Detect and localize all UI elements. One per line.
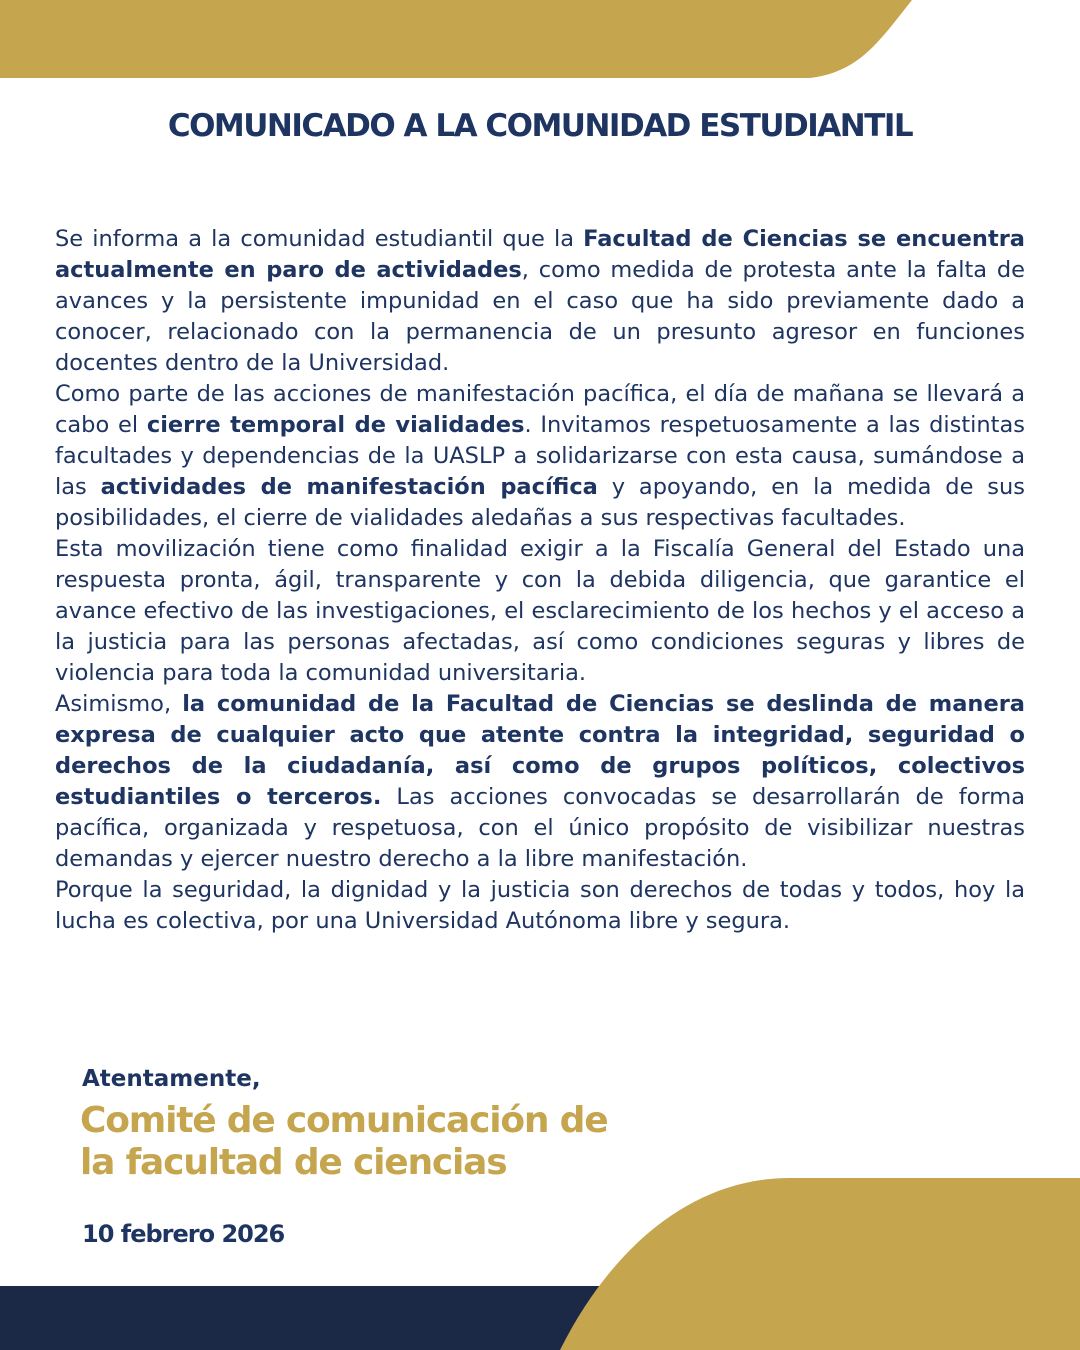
paragraph-5 bbox=[55, 875, 1025, 937]
paragraph-4-bold-1: la comunidad de la Facultad de Ciencias se deslinda de manera expresa de cualquier acto que atente contra la integridad, seguridad o derechos de la ciudadanía, así como de grupos políticos, colectivos estudiantiles o terceros. bbox=[55, 691, 1025, 810]
paragraph-4-text-1: Asimismo, bbox=[55, 691, 183, 717]
paragraph-2-bold-1: cierre temporal de vialidades bbox=[146, 412, 525, 438]
paragraph-3-text-1: Esta movilización tiene como finalidad exigir a la Fiscalía General del Estado una respuesta pronta, ágil, transparente y con la debida diligencia, que garantice el avance efectivo de las investigaciones, el esclarecimiento de los hechos y el acceso a la justicia para las personas afectadas, así como condiciones seguras y libres de violencia para toda la comunidad universitaria. bbox=[55, 536, 1025, 686]
paragraph-3 bbox=[55, 534, 1025, 689]
paragraph-2 bbox=[55, 379, 1025, 534]
paragraph-4 bbox=[55, 689, 1025, 875]
page-title: COMUNICADO A LA COMUNIDAD ESTUDIANTIL bbox=[167, 108, 913, 144]
paragraph-1-bold-1: Facultad de Ciencias se encuentra actualmente en paro de actividades bbox=[55, 226, 1025, 283]
paragraph-5-text-1: Porque la seguridad, la dignidad y la justicia son derechos de todas y todos, hoy la lucha es colectiva, por una Universidad Autónoma libre y segura. bbox=[55, 877, 1025, 934]
bottom-gold-shape bbox=[560, 1178, 1080, 1350]
paragraph-1-text-2: , como medida de protesta ante la falta de avances y la persistente impunidad en el caso que ha sido previamente dado a conocer, relacionado con la permanencia de un presunto agresor en funciones docentes dentro de la Universidad. bbox=[55, 257, 1025, 376]
top-gold-shape bbox=[0, 0, 912, 78]
closing-salutation: Atentamente, bbox=[82, 1066, 261, 1092]
paragraph-1-text-1: Se informa a la comunidad estudiantil que la bbox=[55, 226, 584, 252]
signature bbox=[80, 1100, 720, 1184]
paragraph-2-text-3: y apoyando, en la medida de sus posibilidades, el cierre de vialidades aledañas a sus respectivas facultades. bbox=[55, 474, 1025, 531]
signature-line-2: la facultad de ciencias bbox=[80, 1142, 507, 1183]
paragraph-2-text-1: Como parte de las acciones de manifestación pacífica, el día de mañana se llevará a cabo el bbox=[55, 381, 1025, 438]
paragraph-2-bold-2: actividades de manifestación pacífica bbox=[100, 474, 598, 500]
signature-line-1: Comité de comunicación de bbox=[80, 1100, 608, 1141]
paragraph-4-text-2: Las acciones convocadas se desarrollarán de forma pacífica, organizada y respetuosa, con el único propósito de visibilizar nuestras demandas y ejercer nuestro derecho a la libre manifestación. bbox=[55, 784, 1025, 872]
paragraph-1 bbox=[55, 224, 1025, 379]
paragraph-2-text-2: . Invitamos respetuosamente a las distintas facultades y dependencias de la UASLP a solidarizarse con esta causa, sumándose a las bbox=[55, 412, 1025, 500]
communique-body bbox=[55, 224, 1025, 937]
document-date: 10 febrero 2026 bbox=[82, 1220, 285, 1248]
